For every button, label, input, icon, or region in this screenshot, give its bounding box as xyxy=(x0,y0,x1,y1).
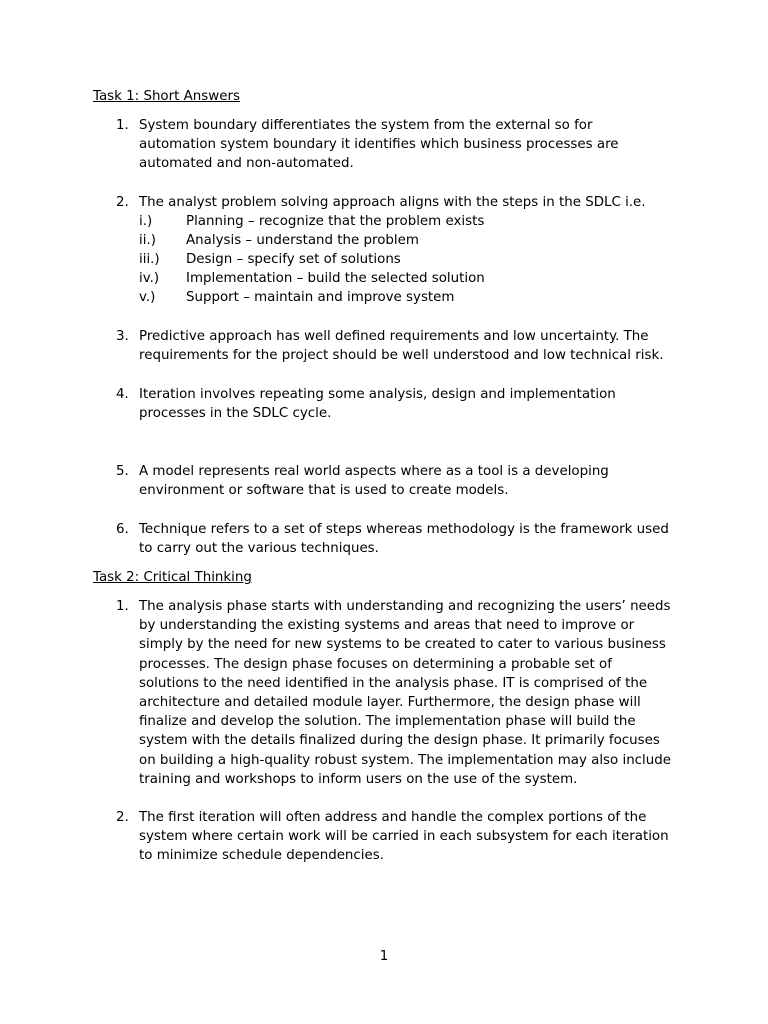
sub-text: Support – maintain and improve system xyxy=(186,290,455,305)
list-text: The first iteration will often address and handle the complex portions of the system where certain work will be carried in each subsystem for each iteration to minimize schedule dependencies. xyxy=(139,810,669,864)
list-number: 5. xyxy=(116,464,129,479)
list-number: 3. xyxy=(116,329,129,344)
list-number: 4. xyxy=(116,387,129,402)
list-text: System boundary differentiates the system from the external so for automation system boundary it identifies which business processes are automated and non-automated. xyxy=(139,118,619,172)
sub-text: Analysis – understand the problem xyxy=(186,233,419,248)
task1-heading: Task 1: Short Answers xyxy=(93,89,240,104)
list-text: A model represents real world aspects where as a tool is a developing environment or software that is used to create models. xyxy=(139,464,609,499)
list-number: 6. xyxy=(116,522,129,537)
task2-heading: Task 2: Critical Thinking xyxy=(93,570,252,585)
sub-number: v.) xyxy=(139,290,156,305)
list-number: 1. xyxy=(116,118,129,133)
list-number: 1. xyxy=(116,599,129,614)
list-number: 2. xyxy=(116,810,129,825)
sub-number: iv.) xyxy=(139,271,160,286)
list-text: Iteration involves repeating some analysis, design and implementation processes in the SDLC cycle. xyxy=(139,387,616,422)
sub-text: Implementation – build the selected solution xyxy=(186,271,485,286)
sub-number: i.) xyxy=(139,214,153,229)
list-text: Technique refers to a set of steps whereas methodology is the framework used to carry out the various techniques. xyxy=(139,522,669,557)
sub-text: Design – specify set of solutions xyxy=(186,252,401,267)
sub-number: iii.) xyxy=(139,252,160,267)
page-number: 1 xyxy=(379,949,389,964)
sub-number: ii.) xyxy=(139,233,156,248)
list-text: The analyst problem solving approach aligns with the steps in the SDLC i.e. xyxy=(139,195,646,210)
list-text: Predictive approach has well defined requirements and low uncertainty. The requirements for the project should be well understood and low technical risk. xyxy=(139,329,664,364)
list-number: 2. xyxy=(116,195,129,210)
sub-text: Planning – recognize that the problem exists xyxy=(186,214,485,229)
list-text: The analysis phase starts with understanding and recognizing the users’ needs by understanding the existing systems and areas that need to improve or simply by the need for new systems to be created to cater to various business processes. The design phase focuses on determining a probable set of solutions to the need identified in the analysis phase. IT is comprised of the architecture and detailed module layer. Furthermore, the design phase will finalize and develop the solution. The implementation phase will build the system with the details finalized during the design phase. It primarily focuses on building a high-quality robust system. The implementation may also include training and workshops to inform users on the use of the system. xyxy=(139,599,671,787)
